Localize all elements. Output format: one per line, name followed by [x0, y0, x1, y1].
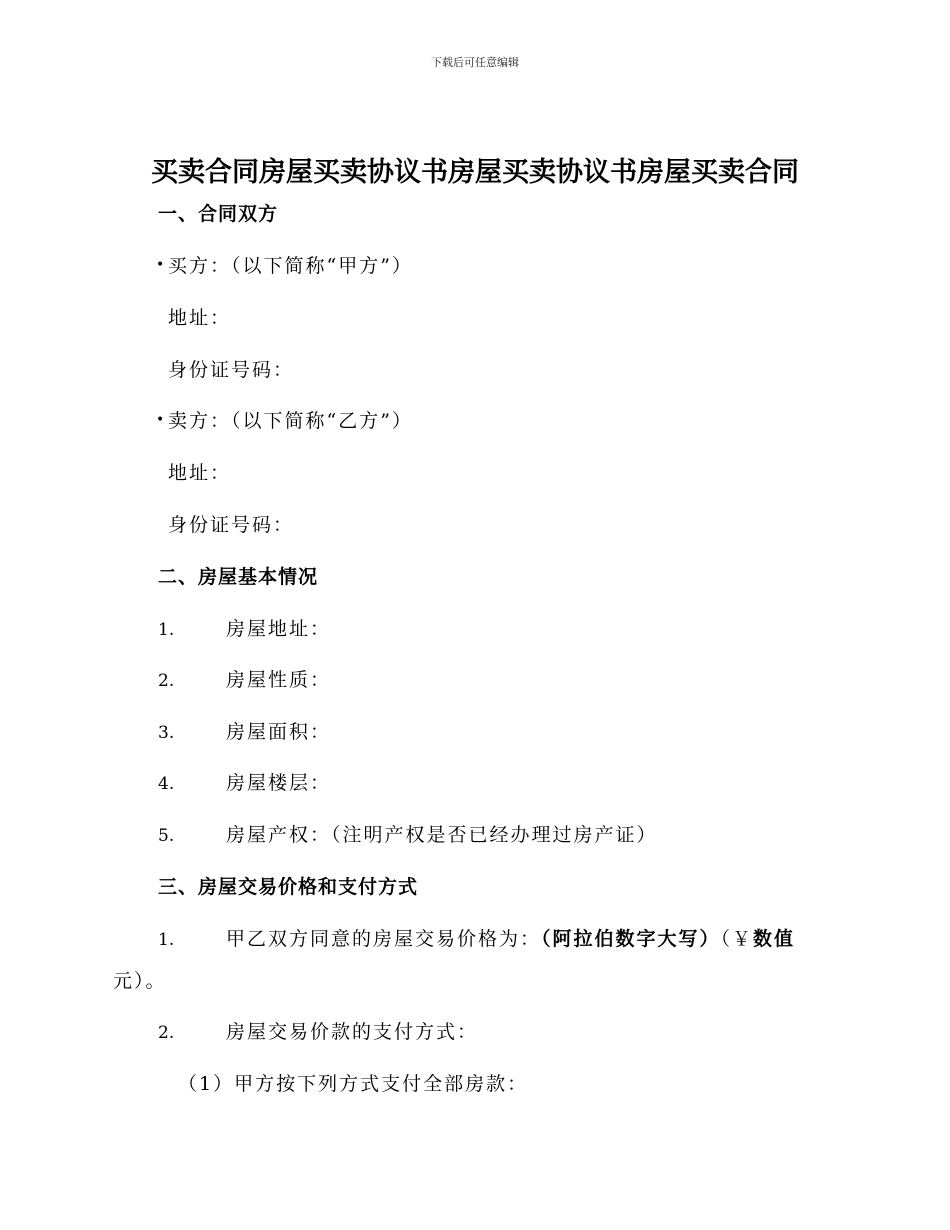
list-item — [158, 614, 331, 641]
item-text: 房屋性质： — [226, 669, 332, 691]
seller-label: 卖方：（以下简称“乙方”） — [168, 410, 413, 432]
price-line-continued: 元）。 — [113, 970, 167, 992]
list-item — [158, 820, 658, 847]
section-heading-parties: 一、合同双方 — [158, 203, 279, 225]
payment-sub-item: （1）甲方按下列方式支付全部房款： — [178, 1073, 529, 1095]
list-item — [158, 665, 331, 692]
item-text: 房屋面积： — [226, 721, 332, 743]
price-amount-value: 数值 — [753, 928, 796, 950]
price-text: 甲乙双方同意的房屋交易价格为： — [226, 928, 542, 950]
section-heading-price: 三、房屋交易价格和支付方式 — [158, 876, 419, 898]
item-text: 房屋产权：（注明产权是否已经办理过房产证） — [226, 824, 658, 846]
item-number: 1. — [158, 930, 175, 950]
item-number: 1. — [158, 620, 175, 640]
list-item — [158, 768, 331, 795]
document-title: 买卖合同房屋买卖协议书房屋买卖协议书房屋买卖合同 — [151, 157, 799, 188]
seller-line — [156, 406, 413, 433]
bullet-icon: • — [156, 412, 167, 428]
buyer-address: 地址： — [168, 307, 232, 329]
item-number: 4. — [158, 774, 175, 794]
header-note: 下载后可任意编辑 — [431, 56, 519, 69]
seller-address: 地址： — [168, 462, 232, 484]
buyer-id-number: 身份证号码： — [168, 359, 295, 381]
seller-id-number: 身份证号码： — [168, 514, 295, 536]
item-text: 房屋地址： — [226, 618, 332, 640]
bullet-icon: • — [156, 257, 167, 273]
price-line — [158, 924, 795, 951]
buyer-line — [156, 251, 413, 278]
item-number: 2. — [158, 671, 175, 691]
yen-prefix: （￥ — [720, 928, 754, 950]
item-text: 房屋楼层： — [226, 772, 332, 794]
item-number: 2. — [158, 1023, 175, 1043]
item-number: 5. — [158, 826, 175, 846]
item-number: 3. — [158, 723, 175, 743]
price-amount-words: （阿拉伯数字大写） — [541, 928, 721, 950]
section-heading-property: 二、房屋基本情况 — [158, 566, 319, 588]
payment-method-line — [158, 1017, 478, 1044]
buyer-label: 买方：（以下简称“甲方”） — [168, 255, 413, 277]
payment-method-text: 房屋交易价款的支付方式： — [226, 1021, 479, 1043]
list-item — [158, 717, 331, 744]
